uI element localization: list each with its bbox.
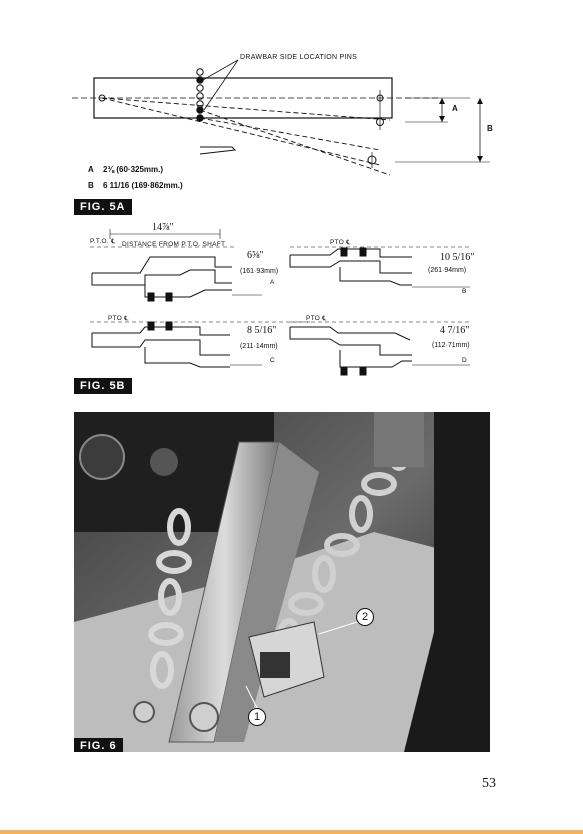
top-dimension: 14⅞" bbox=[152, 222, 174, 233]
legend-a-letter: A bbox=[88, 165, 94, 174]
dim-b-label: B bbox=[487, 124, 493, 133]
dim-b-value: 10 5/16" bbox=[440, 252, 475, 263]
pto-label-bl: PTO ℄ bbox=[108, 315, 129, 322]
dim-a-letter: A bbox=[270, 279, 275, 286]
drawbar-positions-diagram bbox=[0, 215, 583, 395]
fig-6-tag: FIG. 6 bbox=[74, 738, 123, 752]
pto-label-left: P.T.O. ℄ bbox=[90, 238, 116, 245]
callout-2: 2 bbox=[356, 608, 374, 626]
fig-5b-tag: FIG. 5B bbox=[74, 378, 132, 394]
dim-b-letter: B bbox=[462, 288, 467, 295]
dim-b-mm: (261·94mm) bbox=[428, 267, 467, 274]
distance-label: DISTANCE FROM P.T.O. SHAFT bbox=[122, 241, 226, 248]
dim-a-label: A bbox=[452, 104, 458, 113]
callout-1: 1 bbox=[248, 708, 266, 726]
pto-label-br: PTO ℄ bbox=[306, 315, 327, 322]
dim-d-letter: D bbox=[462, 357, 467, 364]
page-edge bbox=[0, 830, 583, 834]
dim-a-mm: (161·93mm) bbox=[240, 268, 279, 275]
dim-d-value: 4 7/16" bbox=[440, 325, 470, 336]
chain-photo-illustration bbox=[74, 412, 490, 752]
legend-b-letter: B bbox=[88, 181, 94, 190]
dim-a-value: 6⅝" bbox=[247, 250, 264, 261]
pins-label: DRAWBAR SIDE LOCATION PINS bbox=[240, 54, 358, 61]
legend-b-value: 6 11/16 (169·862mm.) bbox=[103, 181, 183, 190]
dim-c-mm: (211·14mm) bbox=[240, 343, 278, 350]
fig-5a bbox=[0, 0, 583, 215]
page-number: 53 bbox=[482, 776, 496, 791]
legend-a-value: 2⅜ (60·325mm.) bbox=[103, 165, 164, 174]
fig-5a-tag: FIG. 5A bbox=[74, 199, 132, 215]
dim-c-letter: C bbox=[270, 357, 275, 364]
dim-d-mm: (112·71mm) bbox=[432, 342, 470, 349]
pto-label-tr: PTO ℄ bbox=[330, 239, 351, 246]
dim-c-value: 8 5/16" bbox=[247, 325, 277, 336]
fig-5b bbox=[0, 215, 583, 395]
fig-6-photo bbox=[74, 412, 490, 752]
